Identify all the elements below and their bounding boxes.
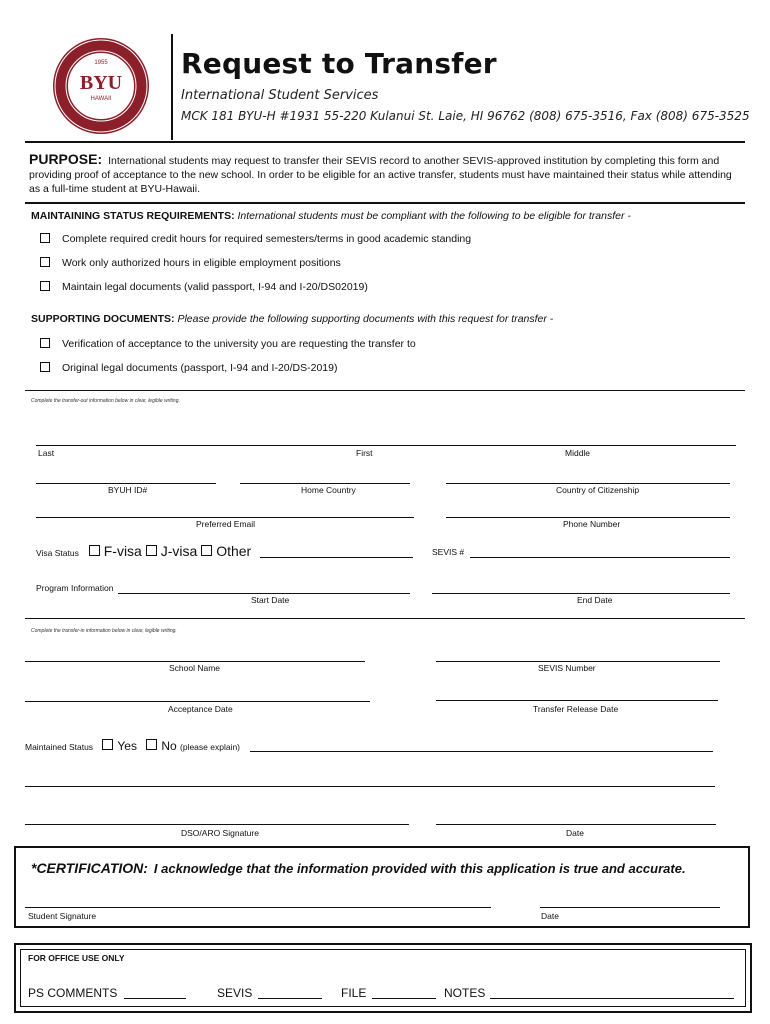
dso-date-label: Date — [566, 828, 584, 838]
seal-campus: HAWAII — [90, 96, 112, 102]
maintaining-item[interactable]: Maintain legal documents (valid passport, I-94 and I-20/DS02019) — [40, 281, 368, 293]
middle-name-label: Middle — [565, 448, 591, 458]
office-notes-label: NOTES — [444, 986, 486, 1000]
office-sevis-label: SEVIS — [217, 986, 253, 1000]
purpose-text: International students may request to transfer their SEVIS record to another SEVIS-approved institution by completing this form and providing proof of acceptance to the new school. In order to be eligible for an active transfer, students must have maintained their status while attending as a full-time student at BYU-Hawaii. — [29, 155, 732, 195]
maintaining-item[interactable]: Work only authorized hours in eligible employment positions — [40, 257, 341, 269]
visa-j-checkbox[interactable] — [146, 545, 157, 556]
maintained-yes-checkbox[interactable] — [102, 739, 113, 750]
name-field-line[interactable] — [36, 445, 736, 446]
supporting-documents-heading — [31, 313, 553, 325]
checkbox[interactable] — [40, 233, 50, 243]
byu-hawaii-seal-logo — [53, 38, 149, 134]
end-date-label: End Date — [577, 595, 613, 605]
dso-date-field[interactable] — [436, 824, 716, 825]
department-address: MCK 181 BYU-H #1931 55-220 Kulanui St. Laie, HI 96762 (808) 675-3516, Fax (808) 675-3525 — [181, 109, 750, 123]
last-name-label: Last — [38, 448, 55, 458]
ps-comments-field[interactable] — [124, 998, 186, 999]
visa-other-checkbox[interactable] — [201, 545, 212, 556]
maintaining-item[interactable]: Complete required credit hours for required semesters/terms in good academic standing — [40, 233, 471, 245]
email-field[interactable] — [36, 517, 414, 518]
visa-f-label: F-visa — [103, 543, 142, 559]
office-file-label: FILE — [341, 986, 367, 1000]
supporting-note: Please provide the following supporting documents with this request for transfer - — [177, 313, 554, 325]
header-rule — [25, 141, 745, 143]
explain-label: (please explain) — [180, 742, 241, 752]
email-label: Preferred Email — [196, 519, 256, 529]
supporting-item[interactable]: Verification of acceptance to the university you are requesting the transfer to — [40, 338, 416, 350]
section-rule — [25, 390, 745, 391]
sevis-label: SEVIS # — [432, 547, 465, 557]
visa-j-label: J-visa — [160, 543, 198, 559]
transfer-in-instruction: Complete the transfer-in information below in clear, legible writing. — [31, 628, 177, 634]
student-date-label: Date — [541, 911, 559, 921]
visa-f-checkbox[interactable] — [89, 545, 100, 556]
seal-byu-mark: BYU — [79, 72, 123, 94]
student-signature-field[interactable] — [25, 907, 491, 908]
program-info-label: Program Information — [36, 583, 114, 593]
sevis-number-label: SEVIS Number — [538, 663, 596, 673]
checkbox[interactable] — [40, 257, 50, 267]
purpose-label: PURPOSE: — [29, 151, 103, 167]
maintaining-label: MAINTAINING STATUS REQUIREMENTS: — [31, 210, 235, 222]
ps-comments-label: PS COMMENTS — [28, 986, 118, 1000]
maintained-status-label: Maintained Status — [25, 742, 94, 752]
header-divider — [171, 34, 173, 140]
supporting-label: SUPPORTING DOCUMENTS: — [31, 313, 175, 325]
checkbox[interactable] — [40, 281, 50, 291]
start-date-label: Start Date — [251, 595, 290, 605]
school-name-field[interactable] — [25, 661, 365, 662]
visa-other-field[interactable] — [260, 557, 413, 558]
dso-signature-field[interactable] — [25, 824, 409, 825]
maintained-yes-label: Yes — [117, 739, 137, 753]
office-file-field[interactable] — [372, 998, 436, 999]
release-date-label: Transfer Release Date — [533, 704, 619, 714]
acceptance-date-field[interactable] — [25, 701, 370, 702]
section-rule — [25, 618, 745, 619]
purpose-section — [29, 152, 744, 196]
dso-signature-label: DSO/ARO Signature — [181, 828, 259, 838]
office-use-title: FOR OFFICE USE ONLY — [28, 953, 125, 963]
student-date-field[interactable] — [540, 907, 720, 908]
office-notes-field[interactable] — [490, 998, 734, 999]
maintaining-status-heading — [31, 210, 631, 222]
sevis-field[interactable] — [470, 557, 730, 558]
citizenship-label: Country of Citizenship — [556, 485, 640, 495]
supporting-item[interactable]: Original legal documents (passport, I-94 and I-20/DS-2019) — [40, 362, 337, 374]
school-name-label: School Name — [169, 663, 221, 673]
phone-label: Phone Number — [563, 519, 621, 529]
checkbox[interactable] — [40, 338, 50, 348]
end-date-field[interactable] — [432, 593, 730, 594]
maintained-no-label: No — [161, 739, 177, 753]
purpose-rule — [25, 202, 745, 204]
visa-other-label: Other — [216, 543, 252, 559]
explain-field-continued[interactable] — [25, 786, 715, 787]
release-date-field[interactable] — [436, 700, 718, 701]
byuh-id-field[interactable] — [36, 483, 216, 484]
byuh-id-label: BYUH ID# — [108, 485, 148, 495]
form-title: Request to Transfer — [181, 47, 497, 80]
certification-box — [14, 846, 750, 928]
department-name: International Student Services — [181, 88, 379, 103]
phone-field[interactable] — [446, 517, 730, 518]
certification-statement — [31, 860, 686, 876]
explain-field[interactable] — [250, 751, 713, 752]
transfer-out-instruction: Complete the transfer-out information below in clear, legible writing. — [31, 398, 180, 404]
seal-year: 1955 — [94, 60, 108, 66]
checkbox[interactable] — [40, 362, 50, 372]
maintained-status-row — [25, 739, 240, 753]
certification-text: I acknowledge that the information provided with this application is true and accurate. — [153, 861, 686, 876]
maintaining-note: International students must be compliant with the following to be eligible for transfer - — [237, 210, 631, 222]
maintained-no-checkbox[interactable] — [146, 739, 157, 750]
certification-label: *CERTIFICATION: — [31, 860, 148, 876]
student-signature-label: Student Signature — [28, 911, 97, 921]
citizenship-field[interactable] — [446, 483, 730, 484]
home-country-field[interactable] — [240, 483, 410, 484]
start-date-field[interactable] — [118, 593, 410, 594]
office-sevis-field[interactable] — [258, 998, 322, 999]
visa-status-label: Visa Status — [36, 548, 79, 558]
acceptance-date-label: Acceptance Date — [168, 704, 233, 714]
visa-status-row — [36, 543, 251, 559]
home-country-label: Home Country — [301, 485, 356, 495]
sevis-number-field[interactable] — [436, 661, 720, 662]
first-name-label: First — [356, 448, 373, 458]
